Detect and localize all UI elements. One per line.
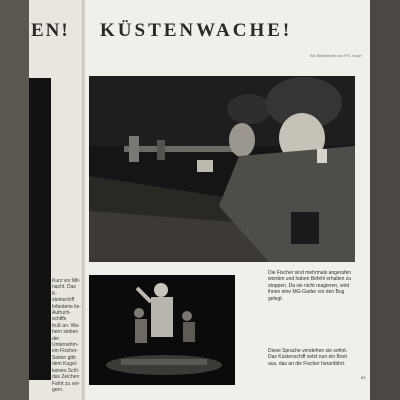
left-page-photo <box>29 78 51 380</box>
main-photo-soldiers <box>89 76 355 262</box>
left-text-line: Infanterie lie- <box>52 303 81 310</box>
left-text-line: steinschiff <box>52 297 75 304</box>
small-photo-illustration <box>89 275 235 385</box>
page-title: KÜSTENWACHE! <box>100 20 293 41</box>
left-text-line: Fahrt zu ver- <box>52 380 81 387</box>
left-page-text <box>52 278 82 393</box>
left-page-title-fragment: EN! <box>31 20 70 41</box>
caption-2: Diese Sprache verstehen sie sofort. Das Küstenschiff setzt nun ein Boot aus, das an die Fischer heranfährt. <box>268 348 348 367</box>
left-text-line: das Zeichen <box>52 374 80 381</box>
left-text-line: nacht. Das K- <box>52 284 76 297</box>
left-text-line: keines Schl- <box>52 367 80 374</box>
page-number: 83 <box>361 375 366 380</box>
left-text-line: Seiten gibt <box>52 354 76 361</box>
left-text-line: hern sieben <box>52 329 79 336</box>
left-text-line: gern. <box>52 386 64 393</box>
left-text-line: dem Kugel- <box>52 361 78 368</box>
left-text-line: truß an. Wa- <box>52 322 80 329</box>
left-text-line: der Unternehm- <box>52 335 79 349</box>
main-photo-illustration <box>89 76 355 262</box>
caption-1: Die Fischer sind mehrmals angerufen worden und haben Befehl erhalten zu stoppen. Da sie nicht reagieren, wird ihnen eine MG-Garbe vor den Bug gelegt. <box>268 270 352 302</box>
left-text-line: Kurz vor Mit- <box>52 278 81 284</box>
photo-credit: Ein Bildbericht von F.K. Knorr <box>309 53 362 58</box>
background-edge <box>370 0 400 400</box>
small-photo-night-boat <box>89 275 235 385</box>
left-text-line: Aufruch-schiffe <box>52 310 71 323</box>
left-text-line: ein Fischer- <box>52 348 79 355</box>
